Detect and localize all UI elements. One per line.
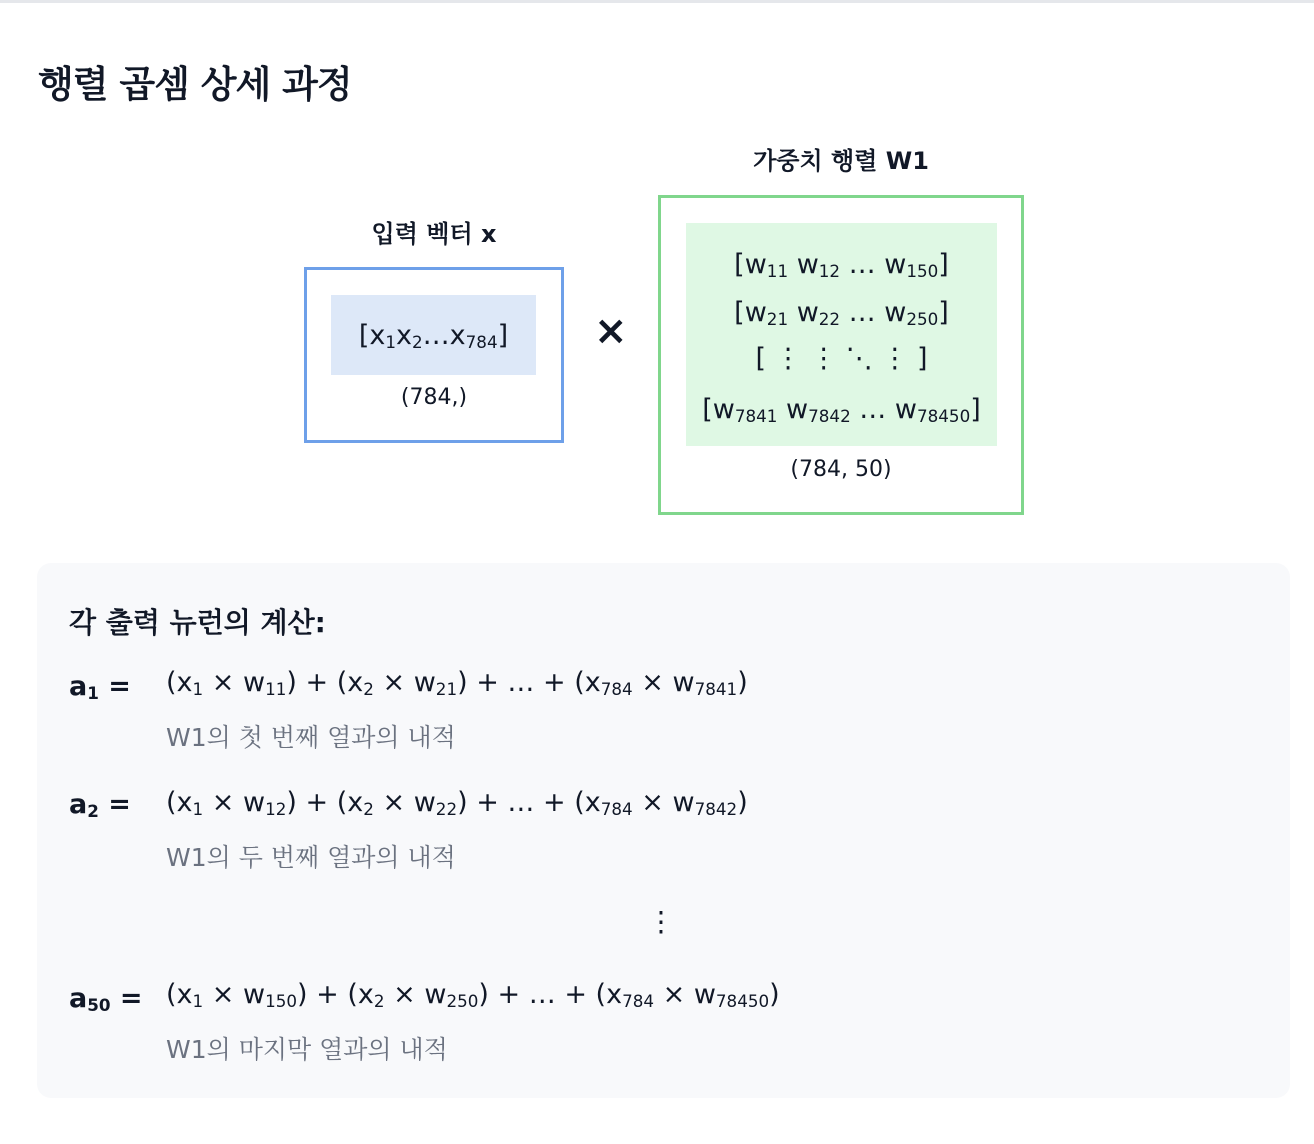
formula-term: $w_{22}$ (413, 787, 458, 820)
input-vector-values: [ $x_1$ $x_2$ … $x_{784}$ ] (331, 295, 536, 375)
formula-term: $x_2$ (347, 667, 374, 700)
output-neuron-label: $a_{50}$ = (69, 983, 143, 1016)
formula-term: $x_1$ (176, 787, 204, 820)
calculation-title: 각 출력 뉴런의 계산: (69, 606, 326, 639)
matrix-element: $w_{12}$ (796, 249, 841, 282)
vector-element: $x_{784}$ (449, 319, 498, 352)
matrix-element: $w_{21}$ (744, 297, 789, 330)
matrix-row: [$w_{7841}$ $w_{7842}$ … $w_{78450}$] (702, 394, 981, 427)
vertical-ellipsis: ⋮ (647, 905, 675, 938)
formula-term: $w_{11}$ (242, 667, 287, 700)
matrix-element: $w_{7841}$ (712, 394, 778, 427)
formula-term: $x_{784}$ (584, 787, 633, 820)
matrix-element: $w_{150}$ (884, 249, 939, 282)
multiply-operator: × (594, 308, 628, 354)
formula-term: $x_2$ (347, 787, 374, 820)
formula-term: $x_{784}$ (606, 979, 655, 1012)
output-symbol: $a_{50}$ (69, 983, 111, 1016)
dot-product-formula: $(x_1 \times w_{11}) + (x_2 \times w_{21})$ + … + $(x_{784} \times w_{7841})$ (166, 667, 748, 700)
input-vector-shape: (784,) (400, 385, 468, 410)
page-title: 행렬 곱셈 상세 과정 (38, 63, 352, 106)
output-neuron-label: $a_2$ = (69, 789, 131, 822)
formula-description: W1의 첫 번째 열과의 내적 (166, 723, 456, 752)
dot-product-formula: $(x_1 \times w_{150}) + (x_2 \times w_{250})$ + … + $(x_{784} \times w_{78450})$ (166, 979, 780, 1012)
formula-term: $w_{7841}$ (672, 667, 738, 700)
formula-term: $x_1$ (176, 979, 204, 1012)
formula-term: $x_2$ (357, 979, 385, 1012)
matrix-element: $w_{11}$ (744, 249, 789, 282)
formula-term: $w_{21}$ (413, 667, 458, 700)
matrix-element: $w_{78450}$ (894, 394, 971, 427)
weight-matrix-values (686, 223, 997, 446)
calculation-panel (37, 563, 1290, 1098)
formula-term: $x_{784}$ (584, 667, 633, 700)
formula-term: $w_{78450}$ (693, 979, 770, 1012)
weight-matrix-label: 가중치 행렬 W1 (753, 147, 929, 175)
output-neuron-label: $a_1$ = (69, 671, 131, 704)
matrix-element: $w_{7842}$ (786, 394, 851, 427)
vector-element: $x_2$ (396, 319, 423, 352)
matrix-dots-row: [ ⋮ ⋮ ⋱ ⋮ ] (755, 343, 928, 374)
weight-matrix-shape: (784, 50) (790, 457, 892, 482)
formula-term: $x_1$ (176, 667, 204, 700)
matrix-element: $w_{250}$ (884, 297, 939, 330)
matrix-row: [$w_{11}$ $w_{12}$ … $w_{150}$] (734, 249, 949, 282)
formula-term: $w_{250}$ (424, 979, 479, 1012)
dot-product-formula: $(x_1 \times w_{12}) + (x_2 \times w_{22})$ + … + $(x_{784} \times w_{7842})$ (166, 787, 748, 820)
formula-term: $w_{7842}$ (672, 787, 738, 820)
top-divider (0, 0, 1314, 3)
formula-term: $w_{12}$ (242, 787, 287, 820)
vector-element: $x_1$ (369, 319, 397, 352)
input-vector-label: 입력 벡터 x (371, 220, 497, 248)
formula-term: $w_{150}$ (242, 979, 298, 1012)
input-vector-box (304, 267, 564, 443)
output-symbol: $a_1$ (69, 671, 99, 704)
formula-description: W1의 마지막 열과의 내적 (166, 1035, 448, 1064)
matrix-row: [$w_{21}$ $w_{22}$ … $w_{250}$] (734, 297, 949, 330)
weight-matrix-box (658, 195, 1024, 515)
output-symbol: $a_2$ (69, 789, 99, 822)
formula-description: W1의 두 번째 열과의 내적 (166, 843, 456, 872)
matrix-element: $w_{22}$ (796, 297, 841, 330)
